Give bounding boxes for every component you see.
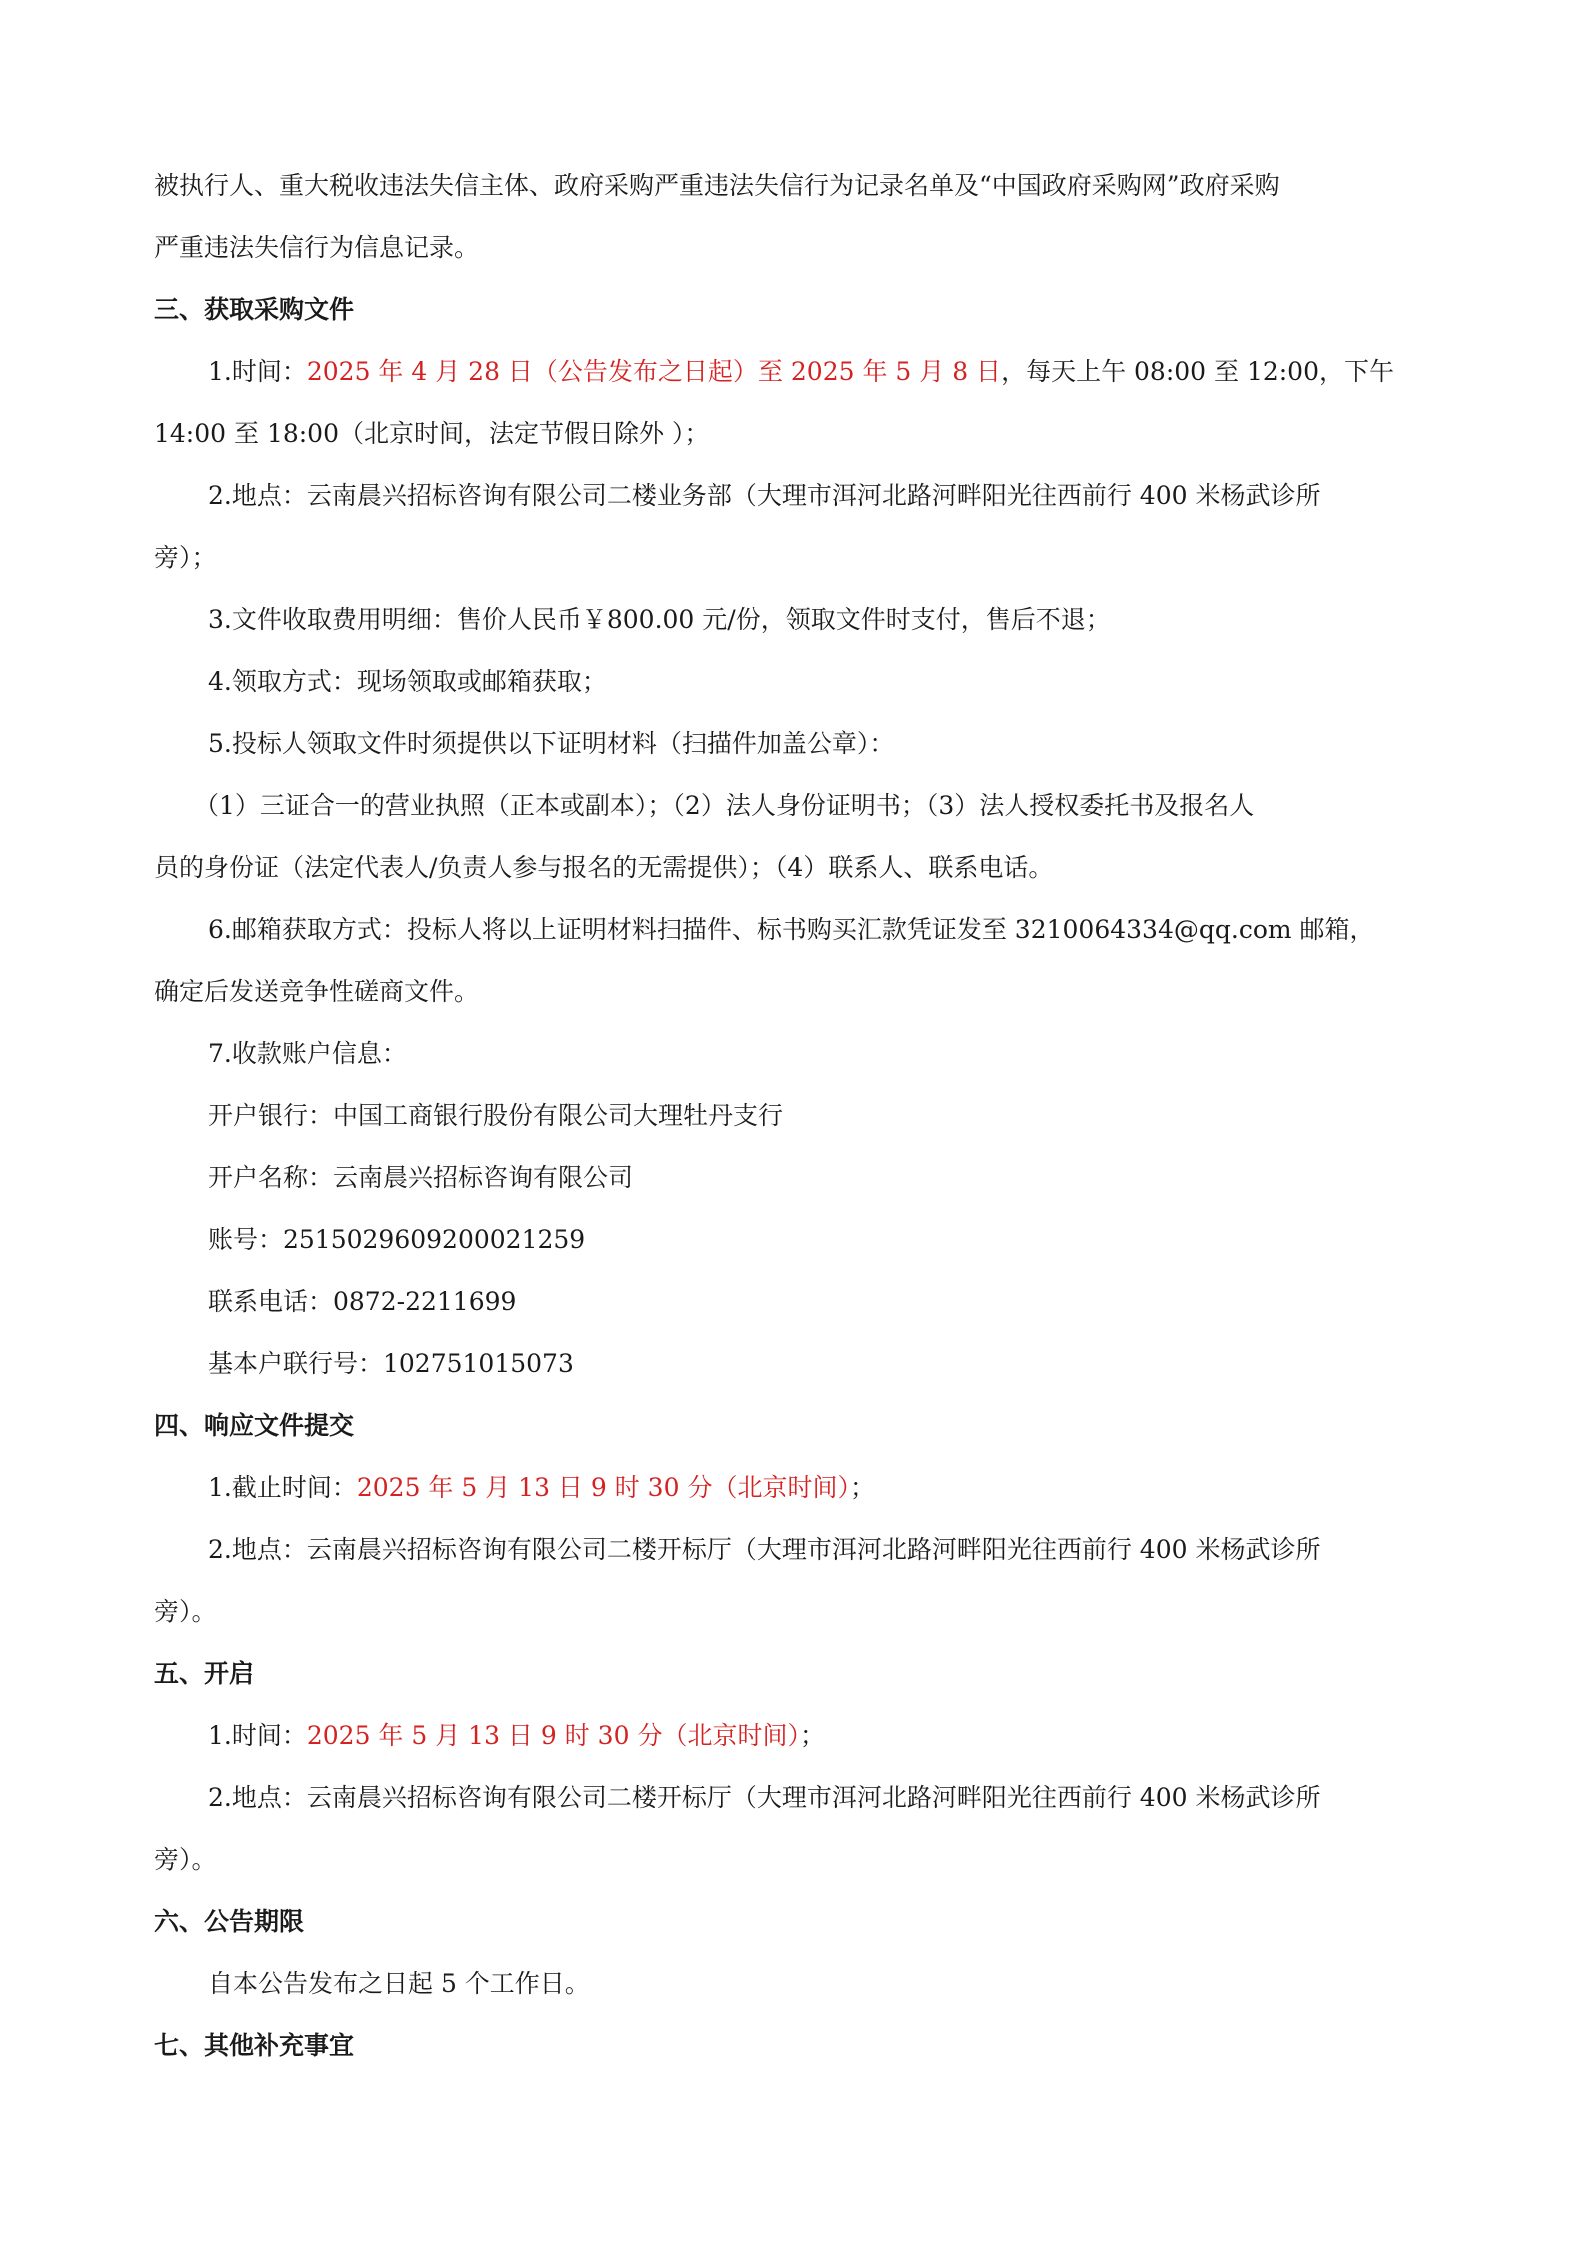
s3-materials-line-2: 员的身份证（法定代表人/负责人参与报名的无需提供）；（4）联系人、联系电话。 [154, 853, 1054, 882]
s3-time-prefix: 1.时间： [208, 357, 307, 386]
s3-location-line-2: 旁）； [154, 543, 217, 572]
s5-time-highlight: 2025 年 5 月 13 日 9 时 30 分（北京时间） [306, 1721, 800, 1750]
s4-deadline-suffix: ； [849, 1473, 875, 1502]
document-body [154, 155, 1444, 2077]
s3-materials-intro: 5.投标人领取文件时须提供以下证明材料（扫描件加盖公章）： [208, 729, 895, 758]
s3-account-bank: 开户银行：中国工商银行股份有限公司大理牡丹支行 [208, 1101, 784, 1130]
s3-time-highlight: 2025 年 4 月 28 日（公告发布之日起）至 2025 年 5 月 8 日 [306, 357, 1002, 386]
section-4-heading: 四、响应文件提交 [154, 1411, 355, 1440]
section-6-heading: 六、公告期限 [154, 1907, 305, 1936]
s5-location-line-1: 2.地点：云南晨兴招标咨询有限公司二楼开标厅（大理市洱河北路河畔阳光往西前行 400 米杨武诊所 [208, 1783, 1321, 1812]
s4-location-line-1: 2.地点：云南晨兴招标咨询有限公司二楼开标厅（大理市洱河北路河畔阳光往西前行 400 米杨武诊所 [208, 1535, 1321, 1564]
s4-location-line-2: 旁）。 [154, 1597, 217, 1626]
s6-text: 自本公告发布之日起 5 个工作日。 [208, 1969, 590, 1998]
section-3-heading: 三、获取采购文件 [154, 295, 355, 324]
s3-location-line-1: 2.地点：云南晨兴招标咨询有限公司二楼业务部（大理市洱河北路河畔阳光往西前行 400 米杨武诊所 [208, 481, 1321, 510]
s3-email-line-2: 确定后发送竞争性磋商文件。 [154, 977, 480, 1006]
s3-account-number: 账号：2515029609200021259 [208, 1225, 586, 1254]
s3-account-name: 开户名称：云南晨兴招标咨询有限公司 [208, 1163, 634, 1192]
s3-account-basic: 基本户联行号：102751015073 [208, 1349, 574, 1378]
s4-deadline [154, 1457, 1444, 1519]
s3-account-title: 7.收款账户信息： [208, 1039, 407, 1068]
intro-line-1: 被执行人、重大税收违法失信主体、政府采购严重违法失信行为记录名单及“中国政府采购网”政府采购 [154, 171, 1280, 200]
s3-time-line-2: 14:00 至 18:00（北京时间，法定节假日除外 ）； [154, 419, 710, 448]
intro-line-2: 严重违法失信行为信息记录。 [154, 233, 480, 262]
s3-method: 4.领取方式：现场领取或邮箱获取； [208, 667, 607, 696]
section-7-heading: 七、其他补充事宜 [154, 2031, 355, 2060]
s3-email-line-1: 6.邮箱获取方式：投标人将以上证明材料扫描件、标书购买汇款凭证发至 3210064334@qq.com 邮箱， [208, 915, 1375, 944]
s3-time-suffix: ，每天上午 08:00 至 12:00，下午 [1001, 357, 1394, 386]
s3-fee: 3.文件收取费用明细：售价人民币￥800.00 元/份，领取文件时支付，售后不退； [208, 605, 1111, 634]
s5-time [154, 1705, 1444, 1767]
s5-time-prefix: 1.时间： [208, 1721, 307, 1750]
s3-materials-line-1: （1）三证合一的营业执照（正本或副本）；（2）法人身份证明书；（3）法人授权委托书及报名人 [194, 791, 1255, 820]
section-5-heading: 五、开启 [154, 1659, 255, 1688]
s4-deadline-highlight: 2025 年 5 月 13 日 9 时 30 分（北京时间） [356, 1473, 850, 1502]
s3-account-phone: 联系电话：0872-2211699 [208, 1287, 517, 1316]
s3-time-line-1 [154, 341, 1444, 403]
s5-location-line-2: 旁）。 [154, 1845, 217, 1874]
s5-time-suffix: ； [799, 1721, 825, 1750]
s4-deadline-prefix: 1.截止时间： [208, 1473, 357, 1502]
